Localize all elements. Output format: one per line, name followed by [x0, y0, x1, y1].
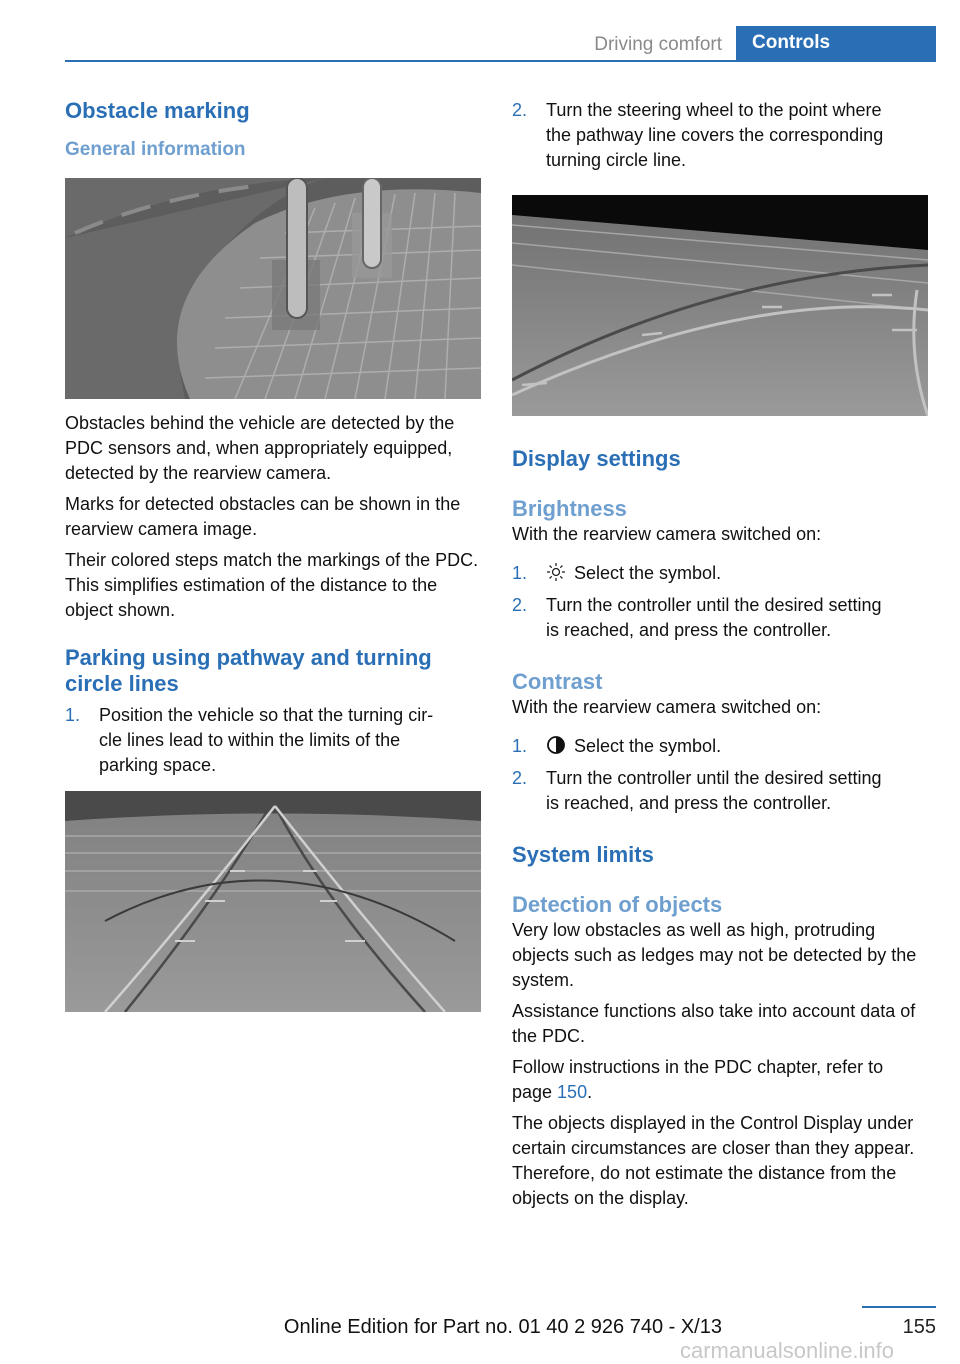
system-limits-title: System limits — [512, 842, 654, 867]
parking-step-2 — [512, 98, 928, 173]
page-number: 155 — [902, 1316, 936, 1338]
obstacle-marking-figure — [65, 178, 481, 399]
reference-text: Follow instructions in the PDC chapter, refer to page — [512, 1057, 884, 1102]
detection-of-objects-title: Detection of objects — [512, 892, 723, 917]
detection-paragraph-3 — [512, 1055, 928, 1105]
step-number: 1. — [65, 705, 81, 725]
sun-icon — [546, 562, 566, 582]
step-text-line: Turn the steering wheel to the point where — [546, 100, 882, 120]
contrast-intro: With the rearview camera switched on: — [512, 697, 822, 717]
obstacle-paragraph-3: Their colored steps match the markings of the PDC. This simplifies estimation of the distance to the object shown. — [65, 550, 479, 620]
edition-text: Online Edition for Part no. 01 40 2 926 740 - X/13 — [283, 1316, 722, 1338]
step-text-line: Select the symbol. — [574, 563, 722, 583]
step-number: 2. — [512, 100, 528, 120]
step-text-line: Select the symbol. — [574, 736, 722, 756]
page-reference-link[interactable]: 150 — [557, 1082, 588, 1102]
contrast-step-1 — [512, 734, 928, 759]
turning-circle-figure — [512, 195, 928, 416]
footer-rule — [862, 1306, 936, 1308]
obstacle-paragraph-2: Marks for detected obstacles can be shown in the rearview camera image. — [65, 494, 461, 539]
contrast-icon — [546, 735, 566, 755]
step-text-line: Position the vehicle so that the turning cir- — [99, 705, 434, 725]
pathway-lines-figure — [65, 791, 481, 1012]
step-number: 1. — [512, 563, 528, 583]
watermark: carmanualsonline.info — [680, 1338, 895, 1363]
general-information-subtitle: General information — [65, 139, 246, 160]
left-column — [65, 98, 481, 1012]
contrast-step-2 — [512, 766, 928, 816]
contrast-title: Contrast — [512, 669, 603, 694]
detection-paragraph-1: Very low obstacles as well as high, protruding objects such as ledges may not be detected by the system. — [512, 920, 917, 990]
brightness-step-1 — [512, 561, 928, 586]
obstacle-paragraph-1: Obstacles behind the vehicle are detected by the PDC sensors and, when appropriately equipped, detected by the rearview camera. — [65, 413, 455, 483]
step-number: 2. — [512, 768, 528, 788]
brightness-step-2 — [512, 593, 928, 643]
right-column — [512, 98, 928, 1211]
parking-pathway-title: Parking using pathway and turning circle lines — [65, 645, 432, 696]
header-rule — [65, 60, 936, 62]
step-text-line: Turn the controller until the desired setting — [546, 768, 882, 788]
step-text-line: Turn the controller until the desired setting — [546, 595, 882, 615]
detection-paragraph-4: The objects displayed in the Control Display under certain circumstances are closer than they appear. Therefore, do not estimate the distance from the objects on the display. — [512, 1113, 915, 1208]
step-text-line: is reached, and press the controller. — [546, 793, 832, 813]
step-text-line: the pathway line covers the corresponding — [546, 125, 884, 145]
display-settings-title: Display settings — [512, 446, 681, 471]
step-number: 1. — [512, 736, 528, 756]
brightness-intro: With the rearview camera switched on: — [512, 524, 822, 544]
step-text-line: parking space. — [99, 755, 217, 775]
brightness-title: Brightness — [512, 496, 627, 521]
header-chapter: Controls — [736, 26, 936, 60]
step-text-line: is reached, and press the controller. — [546, 620, 832, 640]
detection-paragraph-2: Assistance functions also take into account data of the PDC. — [512, 1001, 916, 1046]
step-text-line: turning circle line. — [546, 150, 687, 170]
reference-period: . — [587, 1082, 593, 1102]
parking-step-1 — [65, 703, 481, 778]
header-section: Driving comfort — [594, 34, 722, 55]
step-text-line: cle lines lead to within the limits of the — [99, 730, 401, 750]
step-number: 2. — [512, 595, 528, 615]
obstacle-marking-title: Obstacle marking — [65, 98, 250, 123]
